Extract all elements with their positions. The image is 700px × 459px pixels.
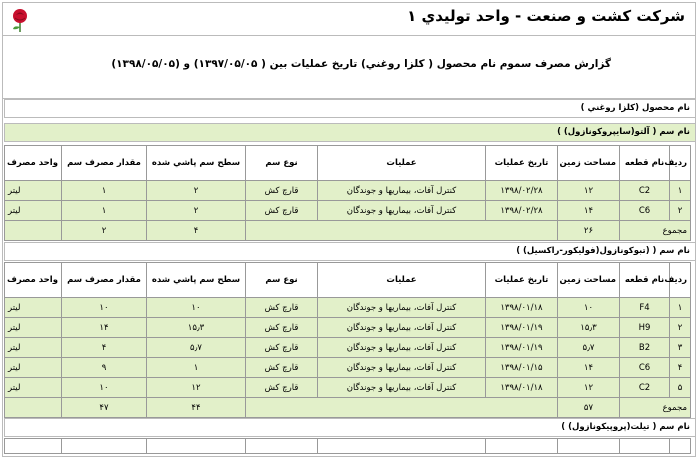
- title-bar: [3, 3, 695, 36]
- col-header: واحد مصرف: [5, 146, 62, 181]
- col-header: مقدار مصرف سم: [62, 263, 147, 298]
- total-row: [5, 221, 691, 241]
- cell-unit: ليتر: [5, 318, 62, 338]
- cell-date: ۱۳۹۸/۰۱/۱۵: [486, 358, 558, 378]
- total-label: مجموع: [620, 398, 691, 418]
- total-area: ۲۶: [558, 221, 620, 241]
- empty-cell: [147, 439, 246, 454]
- col-header: رديف: [670, 146, 691, 181]
- cell-no: ۱: [670, 181, 691, 201]
- cell-amount: ۱: [62, 181, 147, 201]
- cell-type: قارچ کش: [246, 181, 318, 201]
- total-spacer: [246, 398, 558, 418]
- toxin-table-3-partial: [4, 438, 691, 454]
- cell-plot: C6: [620, 358, 670, 378]
- report-header: [3, 36, 695, 99]
- cell-sprayed: ۲: [147, 201, 246, 221]
- table-row: [5, 318, 691, 338]
- cell-operation: کنترل آفات، بيماريها و جوندگان: [318, 338, 486, 358]
- cell-area: ۱۲: [558, 378, 620, 398]
- total-unit-empty: [5, 221, 62, 241]
- cell-area: ۱۴: [558, 358, 620, 378]
- col-header: مساحت زمين: [558, 263, 620, 298]
- cell-no: ۴: [670, 358, 691, 378]
- toxin-band-2: نام سم ( (تبوکونازول(فوليکور-راکسيل) ): [4, 242, 696, 261]
- cell-date: ۱۳۹۸/۰۲/۲۸: [486, 201, 558, 221]
- cell-date: ۱۳۹۸/۰۱/۱۸: [486, 298, 558, 318]
- table-row: [5, 338, 691, 358]
- cell-no: ۲: [670, 201, 691, 221]
- report-title: گزارش مصرف سموم نام محصول ( کلزا روغني) تاريخ عمليات بين ( ۱۳۹۷/۰۵/۰۵) و (۱۳۹۸/۰۵/۰۵): [111, 58, 611, 70]
- cell-type: قارچ کش: [246, 318, 318, 338]
- cell-type: قارچ کش: [246, 298, 318, 318]
- cell-type: قارچ کش: [246, 201, 318, 221]
- col-header: مقدار مصرف سم: [62, 146, 147, 181]
- table-row: [5, 201, 691, 221]
- cell-plot: F4: [620, 298, 670, 318]
- cell-area: ۵٫۷: [558, 338, 620, 358]
- total-amount: ۲: [62, 221, 147, 241]
- cell-no: ۱: [670, 298, 691, 318]
- col-header: تاريخ عمليات: [486, 263, 558, 298]
- cell-area: ۱۴: [558, 201, 620, 221]
- cell-date: ۱۳۹۸/۰۱/۱۸: [486, 378, 558, 398]
- cell-amount: ۱: [62, 201, 147, 221]
- empty-cell: [318, 439, 486, 454]
- col-header: مساحت زمين: [558, 146, 620, 181]
- total-amount: ۴۷: [62, 398, 147, 418]
- cell-area: ۱۲: [558, 181, 620, 201]
- cell-sprayed: ۱: [147, 358, 246, 378]
- empty-cell: [486, 439, 558, 454]
- cell-amount: ۱۴: [62, 318, 147, 338]
- cell-no: ۵: [670, 378, 691, 398]
- empty-cell: [620, 439, 670, 454]
- table-row: [5, 358, 691, 378]
- cell-sprayed: ۲: [147, 181, 246, 201]
- total-sprayed: ۴: [147, 221, 246, 241]
- cell-type: قارچ کش: [246, 378, 318, 398]
- col-header: عمليات: [318, 146, 486, 181]
- cell-date: ۱۳۹۸/۰۲/۲۸: [486, 181, 558, 201]
- col-header: تاريخ عمليات: [486, 146, 558, 181]
- cell-date: ۱۳۹۸/۰۱/۱۹: [486, 338, 558, 358]
- col-header: رديف: [670, 263, 691, 298]
- empty-cell: [558, 439, 620, 454]
- cell-operation: کنترل آفات، بيماريها و جوندگان: [318, 358, 486, 378]
- cell-unit: ليتر: [5, 378, 62, 398]
- cell-plot: C6: [620, 201, 670, 221]
- cell-type: قارچ کش: [246, 358, 318, 378]
- col-header: نوع سم: [246, 146, 318, 181]
- cell-amount: ۹: [62, 358, 147, 378]
- total-unit-empty: [5, 398, 62, 418]
- cell-plot: C2: [620, 378, 670, 398]
- total-row: [5, 398, 691, 418]
- cell-sprayed: ۱۲: [147, 378, 246, 398]
- col-header: نام قطعه: [620, 263, 670, 298]
- total-spacer: [246, 221, 558, 241]
- col-header: سطح سم پاشي شده: [147, 146, 246, 181]
- product-band: نام محصول (کلزا روغني ): [4, 99, 696, 118]
- cell-plot: C2: [620, 181, 670, 201]
- empty-cell: [246, 439, 318, 454]
- cell-no: ۲: [670, 318, 691, 338]
- table-row: [5, 298, 691, 318]
- cell-sprayed: ۵٫۷: [147, 338, 246, 358]
- cell-sprayed: ۱۰: [147, 298, 246, 318]
- cell-area: ۱۰: [558, 298, 620, 318]
- cell-amount: ۱۰: [62, 298, 147, 318]
- table-header-row: [5, 263, 691, 298]
- cell-area: ۱۵٫۳: [558, 318, 620, 338]
- toxin-band-3: نام سم ( تيلت(پروپيکونازول) ): [4, 418, 696, 437]
- col-header: سطح سم پاشي شده: [147, 263, 246, 298]
- empty-cell: [62, 439, 147, 454]
- company-title: شرکت کشت و صنعت - واحد توليدي ۱: [407, 7, 685, 25]
- cell-unit: ليتر: [5, 201, 62, 221]
- cell-operation: کنترل آفات، بيماريها و جوندگان: [318, 318, 486, 338]
- total-sprayed: ۴۴: [147, 398, 246, 418]
- total-area: ۵۷: [558, 398, 620, 418]
- toxin-table-1: [4, 145, 691, 241]
- rose-logo-icon: [7, 7, 33, 33]
- cell-amount: ۴: [62, 338, 147, 358]
- cell-date: ۱۳۹۸/۰۱/۱۹: [486, 318, 558, 338]
- cell-operation: کنترل آفات، بيماريها و جوندگان: [318, 181, 486, 201]
- col-header: واحد مصرف: [5, 263, 62, 298]
- cell-unit: ليتر: [5, 358, 62, 378]
- col-header: نوع سم: [246, 263, 318, 298]
- table-header-row-partial: [5, 439, 691, 454]
- table-header-row: [5, 146, 691, 181]
- toxin-table-2: [4, 262, 691, 418]
- table-row: [5, 181, 691, 201]
- table-row: [5, 378, 691, 398]
- cell-no: ۳: [670, 338, 691, 358]
- cell-amount: ۱۰: [62, 378, 147, 398]
- toxin-band-1: نام سم ( آلتو(سايپروکونازول) ): [4, 123, 696, 142]
- cell-unit: ليتر: [5, 181, 62, 201]
- cell-type: قارچ کش: [246, 338, 318, 358]
- cell-unit: ليتر: [5, 338, 62, 358]
- cell-plot: H9: [620, 318, 670, 338]
- col-header: نام قطعه: [620, 146, 670, 181]
- col-header: عمليات: [318, 263, 486, 298]
- cell-operation: کنترل آفات، بيماريها و جوندگان: [318, 378, 486, 398]
- cell-operation: کنترل آفات، بيماريها و جوندگان: [318, 201, 486, 221]
- cell-plot: B2: [620, 338, 670, 358]
- total-label: مجموع: [620, 221, 691, 241]
- empty-cell: [670, 439, 691, 454]
- cell-unit: ليتر: [5, 298, 62, 318]
- cell-operation: کنترل آفات، بيماريها و جوندگان: [318, 298, 486, 318]
- empty-cell: [5, 439, 62, 454]
- cell-sprayed: ۱۵٫۳: [147, 318, 246, 338]
